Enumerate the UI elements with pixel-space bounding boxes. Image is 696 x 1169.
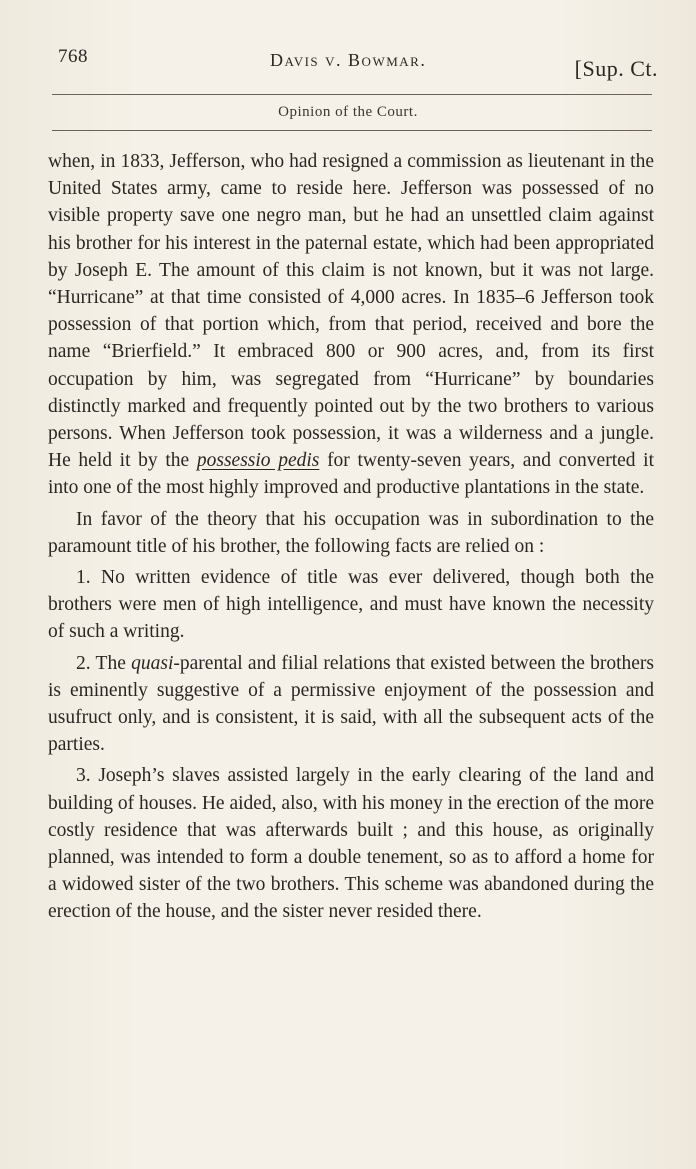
header-rule-top — [52, 94, 652, 95]
paragraph-text: when, in 1833, Jefferson, who had resigned a commission as lieutenant in the United States army, came to reside here. Jefferson was possessed of no visible property save one negro man, but he had an unsettled claim against his brother for his interest in the paternal estate, which had been appropriated by Joseph E. The amount of this claim is not known, but it was not large. “Hurricane” at that time consisted of 4,000 acres. In 1835–6 Jefferson took possession of that portion which, from that period, received and bore the name “Brierfield.” It embraced 800 or 900 acres, and, from its first occupation by him, was segregated from “Hurricane” by boundaries distinctly marked and frequently pointed out by the two brothers to various persons. When Jefferson took possession, it was a wilderness and a jungle. He held it by the — [48, 151, 654, 472]
header-rule-bottom — [52, 130, 652, 131]
paragraph-text: for twenty-seven years, and converted it into one of the most highly improved and productive plantations in the state. — [48, 450, 655, 499]
numbered-fact — [48, 650, 654, 759]
latin-term: quasi — [131, 652, 174, 674]
section-title: Opinion of the Court. — [278, 104, 418, 120]
numbered-fact: 3. Joseph’s slaves assisted largely in the early clearing of the land and building of houses. He aided, also, with his money in the erection of the more costly residence that was afterwards built ; and this house, as originally planned, was intended to form a double tenement, so as to afford a home for a widowed sister of the two brothers. This scheme was abandoned during the erection of the house, and the sister never resided there. — [48, 765, 654, 923]
latin-term: possessio pedis — [196, 450, 320, 472]
page-number: 768 — [58, 46, 88, 67]
running-head — [58, 46, 658, 86]
numbered-fact: 1. No written evidence of title was ever delivered, though both the brothers were men of high intelligence, and must have known the necessity of such a writing. — [48, 567, 654, 643]
case-title: Davis v. Bowmar. — [270, 50, 427, 70]
paragraph-text: -parental and filial relations that existed between the brothers is eminently suggestive of a permissive enjoyment of the possession and usufruct only, and is consistent, it is said, with all the subsequent acts of the parties. — [48, 652, 655, 756]
paragraph: In favor of the theory that his occupation was in subordination to the paramount title of his brother, the following facts are relied on : — [48, 508, 654, 557]
paragraph — [48, 148, 654, 502]
court-abbreviation: [Sup. Ct. — [574, 56, 658, 81]
opinion-text — [48, 148, 654, 930]
paragraph-text: 2. The — [76, 652, 126, 674]
